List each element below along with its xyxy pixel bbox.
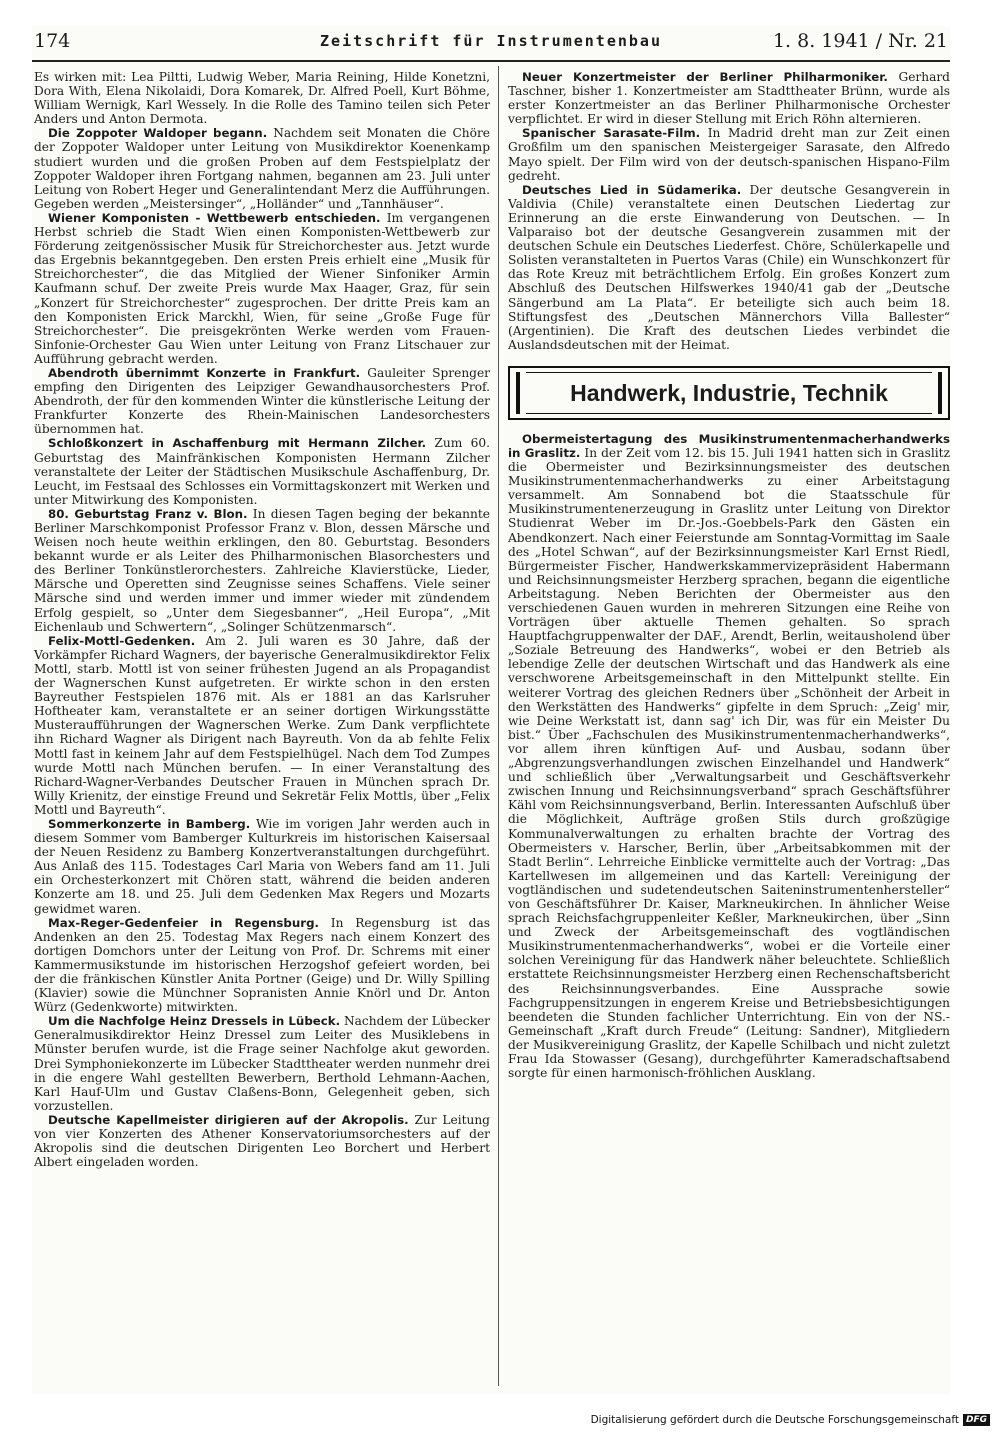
news-headline: Neuer Konzertmeister der Berliner Philharmoniker. — [522, 70, 888, 84]
news-headline: Schloßkonzert in Aschaffenburg mit Hermann Zilcher. — [48, 436, 427, 451]
news-item — [34, 507, 490, 634]
article-headline: Obermeistertagung des Musikinstrumentenmacherhandwerks in Graslitz. — [508, 431, 950, 460]
left-column — [34, 70, 490, 1390]
news-item — [34, 1014, 490, 1113]
news-body: Gauleiter Sprenger empfing den Dirigenten des Leipziger Gewandhausorchesters Prof. Abendroth, der für den kommenden Winter die künstlerische Leitung der Frankfurter Konzerte des Rhein-Mainischen Landesorchesters übernommen hat. — [34, 365, 490, 437]
news-item — [508, 70, 950, 126]
news-body: Der deutsche Gesangverein in Valdivia (Chile) veranstaltete einen Deutschen Liedertag zur Erinnerung an die erste Einwanderung von Deutschen. — In Valparaiso bot der deutsche Gesangverein zusammen mit der deutschen Schule ein Deutsches Liederfest. Chöre, Schülerkapelle und Solisten veranstalteten in Puertos Varas (Chile) ein Wunschkonzert für das Rote Kreuz mit beträchtlichem Erfolg. Ein großes Konzert zum Abschluß des Deutschen Hilfswerkes 1940/41 gab der „Deutsche Sängerbund am La Plata“. Er beteiligte sich auch beim 18. Stiftungsfest des „Deutschen Männerchors Villa Ballester“ (Argentinien). Die Kraft des deutschen Liedes verbindet die Auslandsdeutschen mit der Heimat. — [508, 182, 950, 352]
news-body: Am 2. Juli waren es 30 Jahre, daß der Vorkämpfer Richard Wagners, der bayerische Generalmusikdirektor Felix Mottl, starb. Mottl ist von seiner frühesten Jugend an als Propagandist der Wagnerschen Kunst aufgetreten. Er wirkte schon in den ersten Bayreuther Festspielen 1876 mit. Als er 1881 an das Karlsruher Hoftheater kam, veranstaltete er an seiner dortigen Wirkungsstätte Musteraufführungen der Wagnerschen Werke. Zum Dank verpflichtete ihn Richard Wagner als Dirigent nach Bayreuth. Von da ab fehlte Felix Mottl fast in keinem Jahr auf dem Festspielhügel. Nach dem Tod Zumpes wurde Mottl nach München berufen. — In einer Veranstaltung des Richard-Wagner-Verbandes Deutscher Frauen in München sprach Dr. Willy Krienitz, der einstige Freund und Sekretär Felix Mottls, über „Felix Mottl und Bayreuth“. — [34, 633, 490, 817]
news-item — [34, 211, 490, 366]
feature-article — [508, 432, 950, 1080]
article-body: In der Zeit vom 12. bis 15. Juli 1941 hatten sich in Graslitz die Obermeister und Bezirksinnungsmeister des deutschen Musikinstrumentenmacherhandwerks zu einer Arbeitstagung versammelt. Am Sonnabend bot die Staatsschule für Musikinstrumentenerzeugung in Graslitz unter Leitung von Direktor Studienrat Weber im Dr.-Jos.-Goebbels-Park den Gästen ein Abendkonzert. Nach einer Feierstunde am Sonntag-Vormittag im Saale des „Hotel Schwan“, auf der Bezirksinnungsmeister Karl Ernst Riedl, Bürgermeister Fischer, Handwerkskammervizepräsident Habermann und Reichsinnungsmeister Herzberg sprachen, begann die eigentliche Arbeitstagung. Neben Berichten der Obermeister aus den verschiedenen Gauen wurden in mehreren Sitzungen eine Reihe von Vorträgen über aktuelle Themen gehalten. So sprach Hauptfachgruppenwalter der DAF., Arendt, Berlin, weitausholend über „Soziale Betreuung des Handwerks“, wobei er den Betrieb als lebendige Zelle der deutschen Wirtschaft und das Handwerk als eine verschworene Arbeitsgemeinschaft in den Mittelpunkt stellte. Ein weiterer Vortrag des gleichen Redners über „Schönheit der Arbeit in den Werkstätten des Handwerks“ gipfelte in dem Spruch: „Zeig' mir, wie Deine Werkstatt ist, dann sag' ich Dir, was für ein Meister Du bist.“ Über „Fachschulen des Musikinstrumentenmacherhandwerks“, vor allem ihren künftigen Auf- und Ausbau, sodann über „Abgrenzungsverhandlungen zwischen Einzelhandel und Handwerk“ und schließlich über „Verwaltungsarbeit und Geschäftsverkehr zwischen Innung und Reichsinnungsverband“ sprach Geschäftsführer Kähl vom Reichsinnungsverband, Berlin. Interessanten Aufschluß über die Möglichkeit, Aufträge großen Stils durch großzügige Kommunalverwaltungen zu erhalten brachte der Vortrag des Obermeisters v. Harscher, Berlin, über „Arbeitsabkommen mit der Stadt Berlin“. Lehrreiche Einblicke vermittelte auch der Vortrag: „Das Kartellwesen im allgemeinen und das Kartell: Vereinigung der vogtländischen und sudetendeutschen Saiteninstrumentenhersteller“ von Geschäftsführer Dr. Kaiser, Markneukirchen. In ähnlicher Weise sprach Reichsfachgruppenleiter Keßler, Markneukirchen, über „Sinn und Zweck der Arbeitsgemeinschaft des vogtländischen Musikinstrumentenmacherhandwerks“, wobei er die Vorteile einer solchen Vereinigung für das Handwerk näher beleuchtete. Schließlich erstattete Reichsinnungsmeister Herzberg einen Rechenschaftsbericht des Reichsinnungsverbandes. Eine Aussprache sowie Fachgruppensitzungen in engerem Kreise und Betriebsbesichtigungen beendeten die Stunden fachlicher Unterrichtung. Ein von der NS.-Gemeinschaft „Kraft durch Freude“ (Leitung: Sandner), Mitgliedern der Musikvereinigung Graslitz, der Kapelle Schilbach und nicht zuletzt Frau Ida Stowasser (Gesang), durchgeführter Kameradschaftsabend sorgte für einen harmonisch-fröhlichen Ausklang. — [508, 445, 950, 1081]
news-headline: Um die Nachfolge Heinz Dressels in Lübeck. — [48, 1014, 341, 1029]
news-headline: Sommerkonzerte in Bamberg. — [48, 816, 251, 831]
news-item — [508, 183, 950, 352]
news-item — [508, 126, 950, 182]
digitization-footer — [591, 1414, 990, 1426]
news-body: In Regensburg ist das Andenken an den 25. Todestag Max Regers nach einem Konzert des dortigen Domchors unter der Leitung von Prof. Dr. Schrems mit einer Kammermusikstunde im historischen Herzogshof gefeiert worden, bei der die fränkischen Künstler Anita Portner (Geige) und Dr. Willy Spilling (Klavier) sowie die Münchner Sopranisten Annie Knörl und Dr. Anton Würz (Gedenkworte) mitwirkten. — [34, 915, 490, 1015]
news-body: In Madrid dreht man zur Zeit einen Großfilm um den spanischen Meistergeiger Sarasate, den Alfredo Mayo spielt. Der Film wird von der deutsch-spanischen Hispano-Film gedreht. — [508, 126, 950, 183]
news-item — [34, 436, 490, 506]
column-divider — [498, 66, 499, 1386]
journal-title: Zeitschrift für Instrumentenbau — [320, 32, 662, 50]
section-border-left — [516, 372, 520, 414]
page-number: 174 — [34, 30, 71, 52]
news-body: Wie im vorigen Jahr werden auch in diesem Sommer vom Bamberger Kulturkreis im historischen Kaisersaal der Neuen Residenz zu Bamberg Konzertveranstaltungen durchgeführt. Aus Anlaß des 115. Todestages Carl Maria von Webers fand am 11. Juli ein Orchesterkonzert mit Chören statt, während die beiden anderen Konzerte am 18. und 25. Juli dem Gedenken Max Regers und Mozarts gewidmet waren. — [34, 816, 490, 916]
news-body: Zum 60. Geburtstag des Mainfränkischen Komponisten Hermann Zilcher veranstaltete der Leiter der Städtischen Musikschule Aschaffenburg, Dr. Leucht, im Festsaal des Schlosses ein Vormittagskonzert mit Werken und unter Mitwirkung des Komponisten. — [34, 436, 490, 507]
news-body: Im vergangenen Herbst schrieb die Stadt Wien einen Komponisten-Wettbewerb zur Förderung zeitgenössischer Musik für Streichorchester aus. Jetzt wurde das Ergebnis bekanntgegeben. Den ersten Preis erhielt eine „Musik für Streichorchester“, die das Mitglied der Wiener Sinfoniker Armin Kaufmann schuf. Der zweite Preis wurde Max Haager, Graz, für sein „Konzert für Streichorchester“ zugesprochen. Der dritte Preis kam an den Komponisten Erick Marckhl, Wien, für seine „Große Fuge für Streichorchester“. Die preisgekrönten Werke werden vom Frauen-Sinfonie-Orchester Gau Wien unter Leitung von Franz Litschauer zur Aufführung gebracht werden. — [34, 210, 490, 366]
footer-text: Digitalisierung gefördert durch die Deutsche Forschungsgemeinschaft — [590, 1414, 959, 1426]
news-headline: Deutsches Lied in Südamerika. — [522, 182, 742, 197]
section-heading-box — [508, 366, 950, 420]
dfg-logo: DFG — [963, 1414, 990, 1426]
news-headline: Deutsche Kapellmeister dirigieren auf der Akropolis. — [48, 1112, 409, 1127]
news-body: Zur Leitung von vier Konzerten des Athener Konservatoriumsorchesters auf der Akropolis sind die deutschen Dirigenten Leo Borchert und Herbert Albert eingeladen worden. — [34, 1112, 490, 1170]
news-headline: Spanischer Sarasate-Film. — [522, 126, 701, 141]
news-headline: Max-Reger-Gedenfeier in Regensburg. — [48, 915, 319, 930]
news-body: In diesen Tagen beging der bekannte Berliner Marschkomponist Professor Franz v. Blon, dessen Märsche und Weisen noch heute weithin erklingen, den 80. Geburtstag. Besonders bekannt wurde er als Leiter des Philharmonischen Blasorchesters und des Berliner Tonkünstlerorchesters. Zahlreiche Klavierstücke, Lieder, Märsche und Operetten sind Zeugnisse seines Schaffens. Viele seiner Märsche sind und werden immer und immer wieder mit zündendem Erfolg gespielt, so „Unter dem Siegesbanner“, „Heil Europa“, „Mit Eichenlaub und Schwertern“, „Solinger Schützenmarsch“. — [34, 506, 490, 634]
news-body: Nachdem seit Monaten die Chöre der Zoppoter Waldoper unter Leitung von Musikdirektor Koenenkamp studiert wurden und die großen Proben auf dem Festspielplatz der Zoppoter Waldoper ihren Fortgang nahmen, begannen am 23. Juli unter Leitung von Robert Heger und Generalintendant Merz die Aufführungen. Gegeben werden „Meistersinger“, „Holländer“ und „Tannhäuser“. — [34, 126, 490, 211]
page-header — [32, 26, 950, 62]
issue-date: 1. 8. 1941 / Nr. 21 — [772, 30, 948, 52]
news-body: Nachdem der Lübecker Generalmusikdirektor Heinz Dressel zum Leiter des Musiklebens in Münster berufen wurde, ist die Frage seiner Nachfolge akut geworden. Drei Symphoniekonzerte im Lübecker Stadttheater werden nunmehr drei in die engere Wahl gestellten Bewerbern, Berthold Lehmann-Aachen, Karl Hauf-Ulm und Gustav Claßens-Bonn, Gelegenheit geben, sich vorzustellen. — [34, 1014, 490, 1113]
right-column — [508, 70, 950, 1390]
news-item — [34, 126, 490, 211]
news-item — [34, 1113, 490, 1169]
news-item — [34, 817, 490, 916]
section-border-right — [938, 372, 942, 414]
journal-page — [32, 26, 950, 1394]
news-headline: Die Zoppoter Waldoper begann. — [48, 126, 268, 141]
news-headline: 80. Geburtstag Franz v. Blon. — [48, 506, 248, 521]
section-title: Handwerk, Industrie, Technik — [526, 372, 932, 414]
news-headline: Abendroth übernimmt Konzerte in Frankfurt. — [48, 365, 361, 380]
news-headline: Wiener Komponisten - Wettbewerb entschieden. — [48, 210, 381, 225]
news-item — [34, 634, 490, 817]
news-body: Gerhard Taschner, bisher 1. Konzertmeister am Stadttheater Brünn, wurde als erster Konzertmeister an das Berliner Philharmonische Orchester verpflichtet. Er wird in dieser Stellung mit Erich Röhn alternieren. — [508, 70, 950, 127]
news-item — [34, 916, 490, 1015]
news-headline: Felix-Mottl-Gedenken. — [48, 633, 196, 648]
intro-paragraph: Es wirken mit: Lea Piltti, Ludwig Weber, Maria Reining, Hilde Konetzni, Dora With, Elena Nikolaidi, Dora Komarek, Dr. Alfred Poell, Kurt Böhme, William Wernigk, Karl Wessely. In die Rolle des Tamino teilen sich Peter Anders und Anton Dermota. — [34, 70, 490, 127]
news-item — [34, 366, 490, 436]
